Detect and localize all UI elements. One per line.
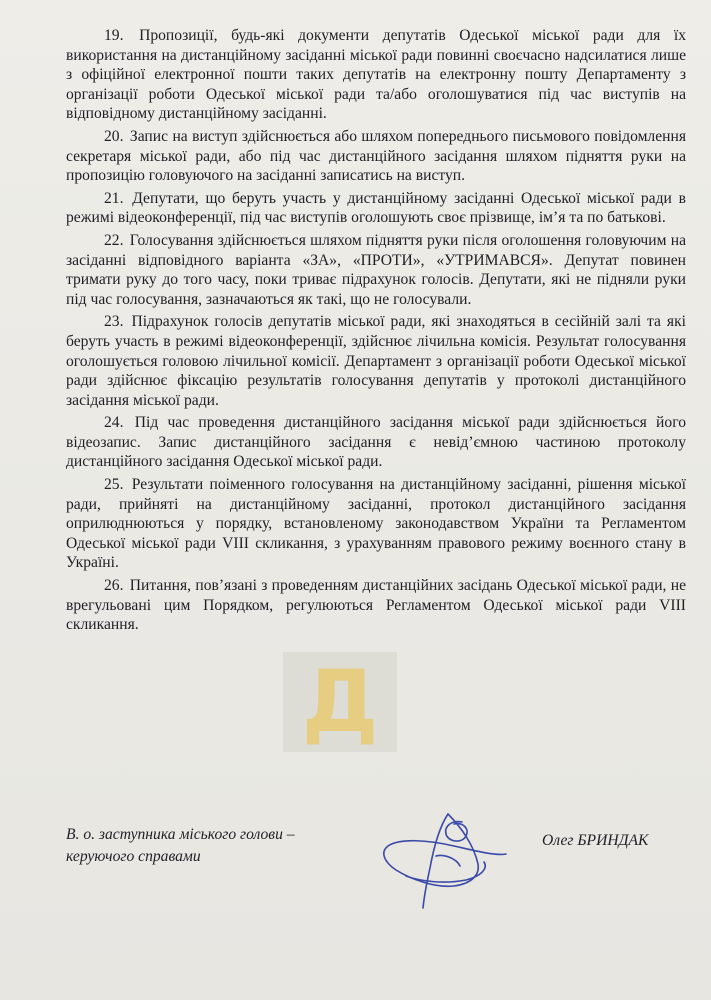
paragraph-number: 24. bbox=[104, 414, 124, 432]
paragraph-number: 21. bbox=[104, 189, 124, 207]
paragraph-23 bbox=[66, 312, 686, 410]
handwritten-signature bbox=[366, 806, 526, 916]
signatory-name: Олег БРИНДАК bbox=[542, 832, 649, 849]
paragraph-number: 22. bbox=[104, 231, 124, 249]
paragraph-number: 23. bbox=[104, 313, 124, 331]
paragraph-text: Пропозиції, будь-які документи депутатів Одеської міської ради для їх використання на дистанційному засіданні міської ради повинні своєчасно надсилатися лише з офіційної електронної пошти таких депутатів на електронну пошту Департаменту з організації роботи Одеської міської ради та/або оголошуватися під час виступів на відповідному дистанційному засіданні. bbox=[66, 27, 686, 123]
signatory-title-line-2: керуючого справами bbox=[66, 848, 201, 865]
signatory-title-line-1: В. о. заступника міського голови – bbox=[66, 826, 295, 843]
signature-block bbox=[66, 824, 686, 934]
paragraph-number: 25. bbox=[104, 476, 124, 494]
document-body bbox=[66, 26, 686, 635]
paragraph-number: 26. bbox=[104, 577, 124, 595]
paragraph-25 bbox=[66, 475, 686, 573]
paragraph-22 bbox=[66, 231, 686, 309]
signatory-title bbox=[66, 824, 366, 868]
paragraph-19 bbox=[66, 26, 686, 124]
paragraph-text: Запис на виступ здійснюється або шляхом попереднього письмового повідомлення секретаря міської ради, або під час дистанційного засідання шляхом підняття руки на пропозицію головуючого на засіданні записатись на виступ. bbox=[66, 127, 687, 185]
paragraph-21 bbox=[66, 189, 686, 228]
paragraph-text: Голосування здійснюється шляхом підняття руки після оголошення головуючим на засіданні відповідного варіанта «ЗА», «ПРОТИ», «УТРИМАВСЯ». Депутат повинен тримати руку до того часу, поки триває підрахунок голосів. Депутати, які не підняли руки під час голосування, зазначаються як такі, що не голосували. bbox=[66, 231, 686, 308]
watermark-letter: Д bbox=[301, 652, 379, 752]
watermark bbox=[283, 652, 397, 752]
paragraph-text: Депутати, що беруть участь у дистанційному засіданні Одеської міської ради в режимі відеоконференції, під час виступів оголошують своє прізвище, ім’я та по батькові. bbox=[66, 189, 686, 227]
paragraph-24 bbox=[66, 413, 686, 472]
paragraph-number: 19. bbox=[104, 27, 124, 44]
paragraph-26 bbox=[66, 576, 686, 635]
paragraph-number: 20. bbox=[104, 127, 124, 145]
paragraph-text: Підрахунок голосів депутатів міської ради, які знаходяться в сесійній залі та які беруть участь в режимі відеоконференції, здійснює лічильна комісія. Результат голосування оголошується головою лічильної комісії. Департамент з організації роботи Одеської міської ради здійснює фіксацію результатів голосування депутатів у протоколі дистанційного засідання міської ради. bbox=[66, 313, 686, 409]
paragraph-20 bbox=[66, 127, 686, 186]
paragraph-text: Питання, пов’язані з проведенням дистанційних засідань Одеської міської ради, не врегульовані цим Порядком, регулюються Регламентом Одеської міської ради VIII скликання. bbox=[66, 577, 686, 634]
paragraph-text: Під час проведення дистанційного засідання міської ради здійснюється його відеозапис. Запис дистанційного засідання є невід’ємною частиною протоколу дистанційного засідання Одеської міської ради. bbox=[66, 414, 686, 471]
paragraph-text: Результати поіменного голосування на дистанційному засіданні, рішення міської ради, прийняті на дистанційному засіданні, протокол дистанційного засідання оприлюднюються у порядку, встановленому законодавством України та Регламентом Одеської міської ради VIII скликання, з урахуванням правового режиму воєнного стану в Україні. bbox=[66, 476, 686, 572]
